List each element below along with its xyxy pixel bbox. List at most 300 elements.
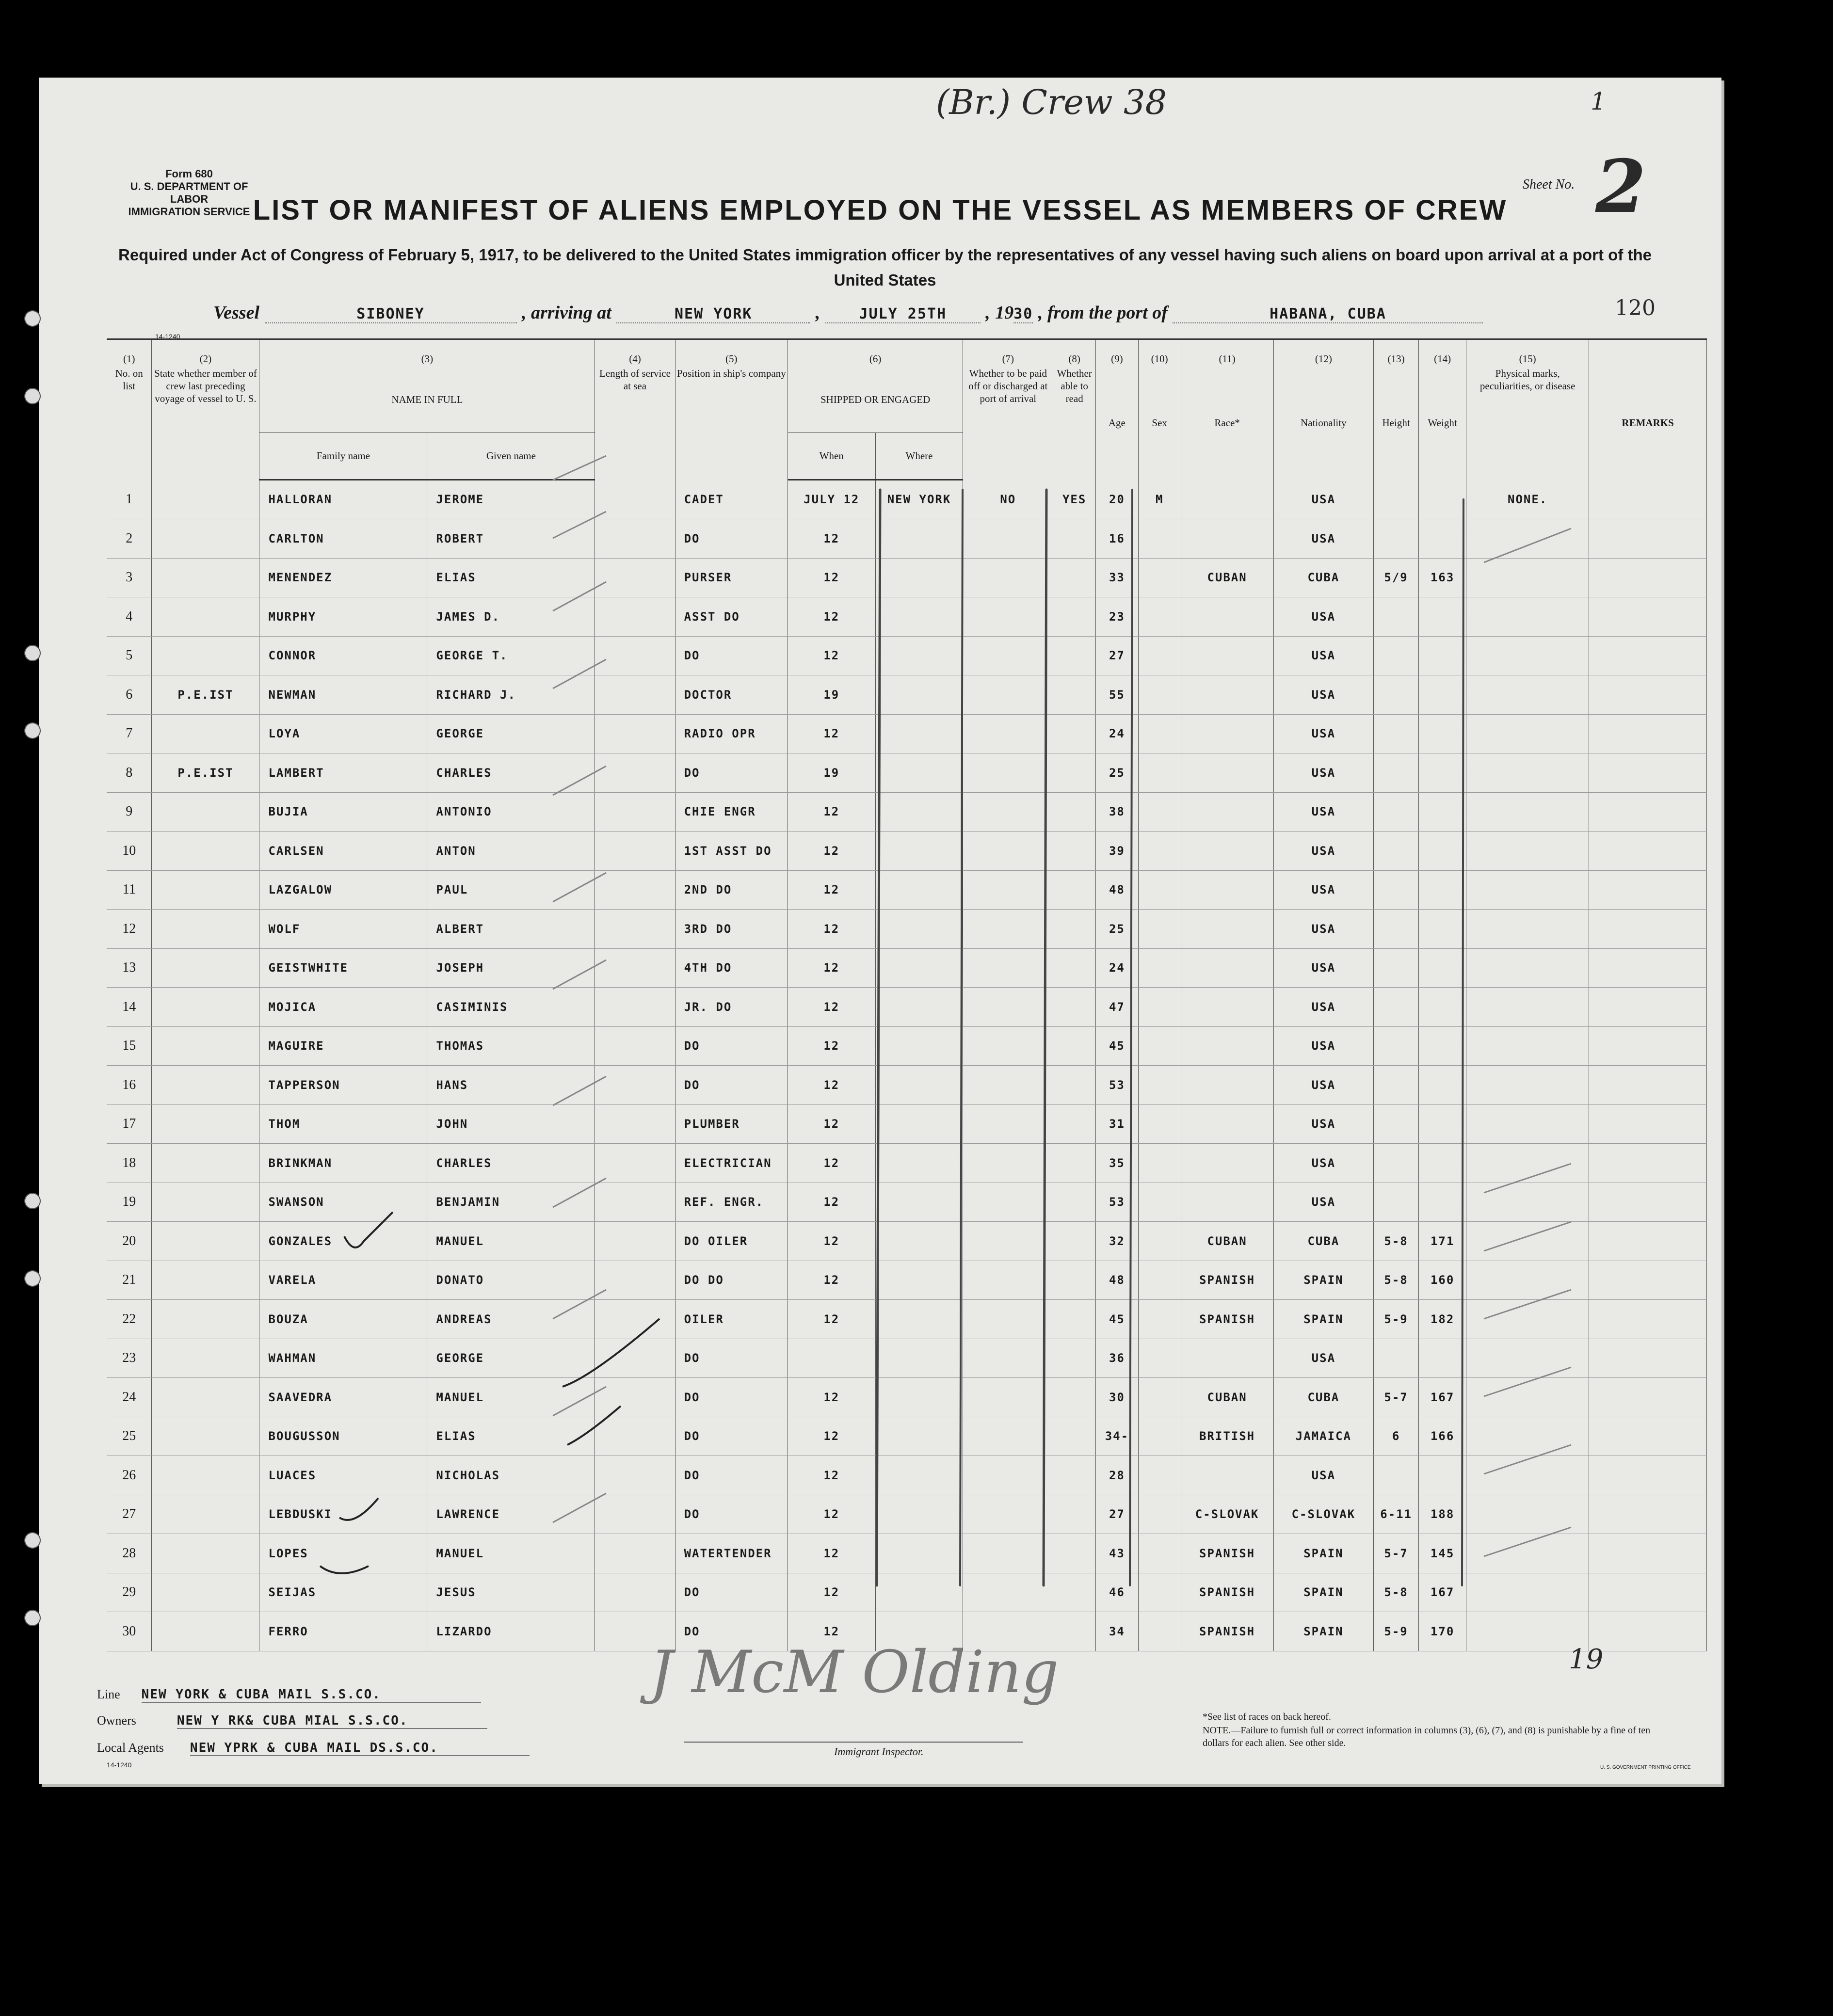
nationality-cell: USA (1273, 1144, 1374, 1183)
col-num-8: (8) (1053, 339, 1096, 367)
when-cell: 12 (788, 1534, 875, 1573)
position-cell: DO (675, 636, 788, 675)
position-cell: DO (675, 1612, 788, 1651)
crew-count: 120 (1615, 296, 1656, 320)
row-number: 20 (107, 1222, 152, 1261)
given-name-cell: GEORGE (427, 1339, 595, 1378)
punch-hole (24, 1610, 41, 1626)
when-cell: 12 (788, 714, 875, 753)
position-cell: CHIE ENGR (675, 792, 788, 832)
nationality-cell: USA (1273, 714, 1374, 753)
given-name-cell: CHARLES (427, 753, 595, 793)
family-name-cell: VARELA (259, 1261, 427, 1300)
header-race: Race* (1181, 366, 1273, 480)
row-number: 29 (107, 1573, 152, 1612)
inspector-signature: J McM Olding (650, 1639, 1059, 1706)
family-name-cell: WAHMAN (259, 1339, 427, 1378)
footer-owners (97, 1713, 487, 1729)
when-cell: 12 (788, 1378, 875, 1417)
when-cell: 12 (788, 1183, 875, 1222)
col-num-7: (7) (963, 339, 1053, 367)
given-name-cell: ELIAS (427, 1417, 595, 1456)
age-cell: 24 (1096, 948, 1139, 988)
weight-cell: 163 (1419, 558, 1466, 597)
position-cell: ASST DO (675, 597, 788, 637)
when-cell: 12 (788, 1612, 875, 1651)
position-cell: DO (675, 1378, 788, 1417)
nationality-cell: USA (1273, 910, 1374, 949)
when-cell: 12 (788, 948, 875, 988)
family-name-cell: CONNOR (259, 636, 427, 675)
when-cell: 12 (788, 1144, 875, 1183)
nationality-cell: USA (1273, 870, 1374, 910)
line-label: Line (97, 1687, 120, 1701)
height-cell: 5-8 (1374, 1222, 1419, 1261)
age-cell: 48 (1096, 1261, 1139, 1300)
family-name-cell: LOPES (259, 1534, 427, 1573)
nationality-cell: USA (1273, 1183, 1374, 1222)
age-cell: 53 (1096, 1066, 1139, 1105)
when-cell: JULY 12 (788, 480, 875, 519)
col-num-9: (9) (1096, 339, 1139, 367)
weight-cell: 166 (1419, 1417, 1466, 1456)
family-name-cell: THOM (259, 1104, 427, 1144)
age-cell: 36 (1096, 1339, 1139, 1378)
age-cell: 53 (1096, 1183, 1139, 1222)
position-cell: DO (675, 519, 788, 559)
weight-cell: 145 (1419, 1534, 1466, 1573)
position-cell: WATERTENDER (675, 1534, 788, 1573)
position-cell: DO (675, 1417, 788, 1456)
race-cell: CUBAN (1181, 1222, 1273, 1261)
footer-line (97, 1687, 481, 1703)
header-position: Position in ship's company (675, 366, 788, 480)
nationality-cell: CUBA (1273, 1222, 1374, 1261)
age-cell: 33 (1096, 558, 1139, 597)
position-cell: DO (675, 1495, 788, 1534)
family-name-cell: CARLSEN (259, 832, 427, 871)
family-name-cell: FERRO (259, 1612, 427, 1651)
family-name-cell: SWANSON (259, 1183, 427, 1222)
race-cell: SPANISH (1181, 1261, 1273, 1300)
given-name-cell: GEORGE (427, 714, 595, 753)
family-name-cell: LEBDUSKI (259, 1495, 427, 1534)
col-num-12: (12) (1273, 339, 1374, 367)
punch-hole (24, 388, 41, 404)
header-handwriting: (Br.) Crew 38 (936, 82, 1167, 122)
family-name-cell: MAGUIRE (259, 1026, 427, 1066)
when-cell: 19 (788, 675, 875, 715)
vessel-line: Vessel SIBONEY , arriving at NEW YORK , JULY 25TH , 1930 , from the port of HABANA, CUBA (213, 301, 1697, 324)
given-name-cell: JEROME (427, 480, 595, 519)
weight-cell: 167 (1419, 1573, 1466, 1612)
family-name-cell: SEIJAS (259, 1573, 427, 1612)
nationality-cell: CUBA (1273, 558, 1374, 597)
punch-hole (24, 1270, 41, 1287)
row-number: 11 (107, 870, 152, 910)
row-number: 10 (107, 832, 152, 871)
printing-office: U. S. GOVERNMENT PRINTING OFFICE (1600, 1765, 1691, 1770)
nationality-cell: JAMAICA (1273, 1417, 1374, 1456)
given-name-cell: ANDREAS (427, 1300, 595, 1339)
age-cell: 48 (1096, 870, 1139, 910)
footer-agents (97, 1741, 530, 1756)
family-name-cell: TAPPERSON (259, 1066, 427, 1105)
age-cell: 39 (1096, 832, 1139, 871)
row-number: 17 (107, 1104, 152, 1144)
nationality-cell: SPAIN (1273, 1612, 1374, 1651)
family-name-cell: GONZALES (259, 1222, 427, 1261)
position-cell: PLUMBER (675, 1104, 788, 1144)
punch-hole (24, 722, 41, 739)
given-name-cell: JESUS (427, 1573, 595, 1612)
when-cell: 12 (788, 870, 875, 910)
when-cell: 12 (788, 1495, 875, 1534)
position-cell: DO (675, 1573, 788, 1612)
year-prefix: 19 (995, 303, 1014, 323)
manifest-page (39, 78, 1721, 1784)
position-cell: DO OILER (675, 1222, 788, 1261)
position-cell: DO (675, 1456, 788, 1495)
when-cell: 12 (788, 910, 875, 949)
when-cell: 12 (788, 1104, 875, 1144)
when-cell: 12 (788, 988, 875, 1027)
race-cell: SPANISH (1181, 1300, 1273, 1339)
age-cell: 32 (1096, 1222, 1139, 1261)
given-name-cell: THOMAS (427, 1026, 595, 1066)
age-cell: 38 (1096, 792, 1139, 832)
family-name-cell: CARLTON (259, 519, 427, 559)
from-port: HABANA, CUBA (1173, 305, 1483, 323)
page-subtitle: Required under Act of Congress of February 5, 1917, to be delivered to the United States immigration officer by the representatives of any vessel having such aliens on board upon arrival at a port of the United States (118, 246, 1652, 289)
family-name-cell: LOYA (259, 714, 427, 753)
header-nationality: Nationality (1273, 366, 1374, 480)
row-number: 9 (107, 792, 152, 832)
family-name-cell: LAMBERT (259, 753, 427, 793)
position-cell: 3RD DO (675, 910, 788, 949)
nationality-cell: USA (1273, 636, 1374, 675)
position-cell: ELECTRICIAN (675, 1144, 788, 1183)
age-cell: 45 (1096, 1026, 1139, 1066)
position-cell: 4TH DO (675, 948, 788, 988)
age-cell: 47 (1096, 988, 1139, 1027)
age-cell: 28 (1096, 1456, 1139, 1495)
col-num-10: (10) (1138, 339, 1181, 367)
given-name-cell: BENJAMIN (427, 1183, 595, 1222)
nationality-cell: SPAIN (1273, 1261, 1374, 1300)
given-name-cell: PAUL (427, 870, 595, 910)
vessel-label: Vessel (213, 303, 259, 323)
race-cell: C-SLOVAK (1181, 1495, 1273, 1534)
vessel-name: SIBONEY (265, 305, 517, 323)
nationality-cell: USA (1273, 597, 1374, 637)
nationality-cell: SPAIN (1273, 1300, 1374, 1339)
age-cell: 35 (1096, 1144, 1139, 1183)
row-number: 6 (107, 675, 152, 715)
height-cell: 5-8 (1374, 1261, 1419, 1300)
row-number: 16 (107, 1066, 152, 1105)
row-number: 13 (107, 948, 152, 988)
given-name-cell: JOSEPH (427, 948, 595, 988)
given-name-cell: MANUEL (427, 1534, 595, 1573)
row-number: 28 (107, 1534, 152, 1573)
position-cell: REF. ENGR. (675, 1183, 788, 1222)
inspector-line (684, 1742, 1023, 1743)
age-cell: 27 (1096, 1495, 1139, 1534)
weight-cell: 170 (1419, 1612, 1466, 1651)
position-cell: 2ND DO (675, 870, 788, 910)
col-num-14: (14) (1419, 339, 1466, 367)
row-number: 7 (107, 714, 152, 753)
weight-cell: 182 (1419, 1300, 1466, 1339)
paid-off-cell: NO (963, 480, 1053, 519)
age-cell: 43 (1096, 1534, 1139, 1573)
header-given-name: Given name (427, 433, 595, 480)
header-sex: Sex (1138, 366, 1181, 480)
race-cell: SPANISH (1181, 1573, 1273, 1612)
given-name-cell: ALBERT (427, 910, 595, 949)
given-name-cell: HANS (427, 1066, 595, 1105)
form-service: IMMIGRATION SERVICE (128, 206, 250, 218)
row-number: 12 (107, 910, 152, 949)
row-number: 21 (107, 1261, 152, 1300)
row-number: 15 (107, 1026, 152, 1066)
when-cell: 12 (788, 597, 875, 637)
weight-cell: 171 (1419, 1222, 1466, 1261)
nationality-cell: USA (1273, 1066, 1374, 1105)
col-num-3: (3) (259, 339, 595, 367)
page-title: LIST OR MANIFEST OF ALIENS EMPLOYED ON THE VESSEL AS MEMBERS OF CREW (253, 194, 1508, 226)
age-cell: 25 (1096, 910, 1139, 949)
age-cell: 31 (1096, 1104, 1139, 1144)
given-name-cell: LIZARDO (427, 1612, 595, 1651)
form-number: Form 680 (165, 168, 213, 180)
row-number: 26 (107, 1456, 152, 1495)
row-number: 14 (107, 988, 152, 1027)
footnote-penalty: NOTE.—Failure to furnish full or correct information in columns (3), (6), (7), and (8) is punishable by a fine of ten dollars for each alien. See other side. (1203, 1725, 1651, 1748)
agents-label: Local Agents (97, 1741, 164, 1755)
nationality-cell: USA (1273, 480, 1374, 519)
punch-hole (24, 1193, 41, 1209)
agents-code: 14-1240 (107, 1761, 132, 1769)
height-cell: 5-8 (1374, 1573, 1419, 1612)
header-no: No. on list (107, 366, 152, 480)
arrival-date: JULY 25TH (825, 305, 981, 323)
race-cell: SPANISH (1181, 1534, 1273, 1573)
height-cell: 5/9 (1374, 558, 1419, 597)
family-name-cell: GEISTWHITE (259, 948, 427, 988)
header-where: Where (875, 433, 963, 480)
row-number: 18 (107, 1144, 152, 1183)
row-number: 5 (107, 636, 152, 675)
position-cell: DOCTOR (675, 675, 788, 715)
given-name-cell: MANUEL (427, 1378, 595, 1417)
header-paid-off: Whether to be paid off or discharged at port of arrival (963, 366, 1053, 480)
row-number: 8 (107, 753, 152, 793)
year-suffix: 30 (1013, 305, 1033, 322)
row-number: 24 (107, 1378, 152, 1417)
header-name-in-full: NAME IN FULL (259, 366, 595, 433)
col-num-4: (4) (595, 339, 675, 367)
nationality-cell: USA (1273, 1339, 1374, 1378)
header-family-name: Family name (259, 433, 427, 480)
when-cell: 12 (788, 832, 875, 871)
position-cell: CADET (675, 480, 788, 519)
age-cell: 23 (1096, 597, 1139, 637)
family-name-cell: LAZGALOW (259, 870, 427, 910)
nationality-cell: USA (1273, 1026, 1374, 1066)
from-label: , from the port of (1038, 303, 1168, 323)
race-cell: CUBAN (1181, 1378, 1273, 1417)
nationality-cell: C-SLOVAK (1273, 1495, 1374, 1534)
when-cell: 19 (788, 753, 875, 793)
family-name-cell: MURPHY (259, 597, 427, 637)
row-number: 4 (107, 597, 152, 637)
position-cell: DO (675, 1066, 788, 1105)
header-length: Length of service at sea (595, 366, 675, 480)
row-number: 3 (107, 558, 152, 597)
given-name-cell: ANTON (427, 832, 595, 871)
where-cell: NEW YORK (875, 480, 963, 519)
header-shipped: SHIPPED OR ENGAGED (788, 366, 963, 433)
state-cell: P.E.IST (152, 675, 259, 715)
col-num-1: (1) (107, 339, 152, 367)
given-name-cell: JOHN (427, 1104, 595, 1144)
when-cell: 12 (788, 519, 875, 559)
given-name-cell: ROBERT (427, 519, 595, 559)
family-name-cell: NEWMAN (259, 675, 427, 715)
tally-number: 19 (1569, 1644, 1604, 1675)
nationality-cell: USA (1273, 988, 1374, 1027)
form-department: U. S. DEPARTMENT OF LABOR (130, 180, 248, 205)
owners-value: NEW Y RK& CUBA MIAL S.S.CO. (177, 1713, 487, 1729)
given-name-cell: CHARLES (427, 1144, 595, 1183)
position-cell: RADIO OPR (675, 714, 788, 753)
row-number: 30 (107, 1612, 152, 1651)
physical-cell: NONE. (1466, 480, 1589, 519)
height-cell: 6-11 (1374, 1495, 1419, 1534)
position-cell: DO (675, 1339, 788, 1378)
position-cell: JR. DO (675, 988, 788, 1027)
header-physical: Physical marks, peculiarities, or disease (1466, 366, 1589, 480)
col-num-5: (5) (675, 339, 788, 367)
age-cell: 46 (1096, 1573, 1139, 1612)
age-cell: 45 (1096, 1300, 1139, 1339)
age-cell: 27 (1096, 636, 1139, 675)
header-when: When (788, 433, 875, 480)
height-cell: 5-7 (1374, 1378, 1419, 1417)
nationality-cell: SPAIN (1273, 1573, 1374, 1612)
nationality-cell: CUBA (1273, 1378, 1374, 1417)
owners-label: Owners (97, 1713, 136, 1728)
nationality-cell: USA (1273, 1104, 1374, 1144)
family-name-cell: BRINKMAN (259, 1144, 427, 1183)
given-name-cell: GEORGE T. (427, 636, 595, 675)
family-name-cell: MENENDEZ (259, 558, 427, 597)
weight-cell: 167 (1419, 1378, 1466, 1417)
row-number: 1 (107, 480, 152, 519)
family-name-cell: WOLF (259, 910, 427, 949)
arriving-label: , arriving at (522, 303, 611, 323)
sex-cell: M (1138, 480, 1181, 519)
col-num-6: (6) (788, 339, 963, 367)
position-cell: DO DO (675, 1261, 788, 1300)
header-read: Whether able to read (1053, 366, 1096, 480)
header-height: Height (1374, 366, 1419, 480)
agents-value: NEW YPRK & CUBA MAIL DS.S.CO. (190, 1741, 530, 1756)
nationality-cell: USA (1273, 832, 1374, 871)
given-name-cell: DONATO (427, 1261, 595, 1300)
weight-cell: 188 (1419, 1495, 1466, 1534)
age-cell: 20 (1096, 480, 1139, 519)
family-name-cell: LUACES (259, 1456, 427, 1495)
nationality-cell: USA (1273, 948, 1374, 988)
when-cell: 12 (788, 1222, 875, 1261)
nationality-cell: USA (1273, 519, 1374, 559)
when-cell: 12 (788, 1417, 875, 1456)
family-name-cell: BOUGUSSON (259, 1417, 427, 1456)
race-cell: BRITISH (1181, 1417, 1273, 1456)
row-number: 27 (107, 1495, 152, 1534)
when-cell: 12 (788, 1261, 875, 1300)
row-number: 23 (107, 1339, 152, 1378)
position-cell: PURSER (675, 558, 788, 597)
given-name-cell: CASIMINIS (427, 988, 595, 1027)
age-cell: 30 (1096, 1378, 1139, 1417)
footnote-races: *See list of races on back hereof. (1203, 1712, 1331, 1722)
family-name-cell: BUJIA (259, 792, 427, 832)
when-cell: 12 (788, 1300, 875, 1339)
weight-cell: 160 (1419, 1261, 1466, 1300)
col-num-2: (2) (152, 339, 259, 367)
age-cell: 55 (1096, 675, 1139, 715)
height-cell: 5-9 (1374, 1612, 1419, 1651)
line-value: NEW YORK & CUBA MAIL S.S.CO. (142, 1687, 481, 1703)
sheet-label: Sheet No. (1523, 177, 1575, 192)
col-num-13: (13) (1374, 339, 1419, 367)
given-name-cell: RICHARD J. (427, 675, 595, 715)
age-cell: 16 (1096, 519, 1139, 559)
given-name-cell: JAMES D. (427, 597, 595, 637)
nationality-cell: SPAIN (1273, 1534, 1374, 1573)
ink-marks (39, 78, 1721, 1784)
inspector-label: Immigrant Inspector. (834, 1745, 924, 1758)
punch-hole (24, 645, 41, 661)
small-code: 14-1240 (155, 333, 180, 340)
family-name-cell: SAAVEDRA (259, 1378, 427, 1417)
age-cell: 25 (1096, 753, 1139, 793)
height-cell: 6 (1374, 1417, 1419, 1456)
race-cell: CUBAN (1181, 558, 1273, 597)
state-cell: P.E.IST (152, 753, 259, 793)
height-cell: 5-7 (1374, 1534, 1419, 1573)
nationality-cell: USA (1273, 753, 1374, 793)
when-cell: 12 (788, 558, 875, 597)
position-cell: DO (675, 1026, 788, 1066)
row-number: 25 (107, 1417, 152, 1456)
header-weight: Weight (1419, 366, 1466, 480)
family-name-cell: HALLORAN (259, 480, 427, 519)
punch-hole (24, 310, 41, 327)
row-number: 19 (107, 1183, 152, 1222)
arriving-port: NEW YORK (616, 305, 810, 323)
punch-hole (24, 1532, 41, 1549)
header-remarks: REMARKS (1589, 366, 1707, 480)
col-num-11: (11) (1181, 339, 1273, 367)
sheet-number-prev: 1 (1591, 87, 1606, 115)
when-cell: 12 (788, 1026, 875, 1066)
given-name-cell: LAWRENCE (427, 1495, 595, 1534)
